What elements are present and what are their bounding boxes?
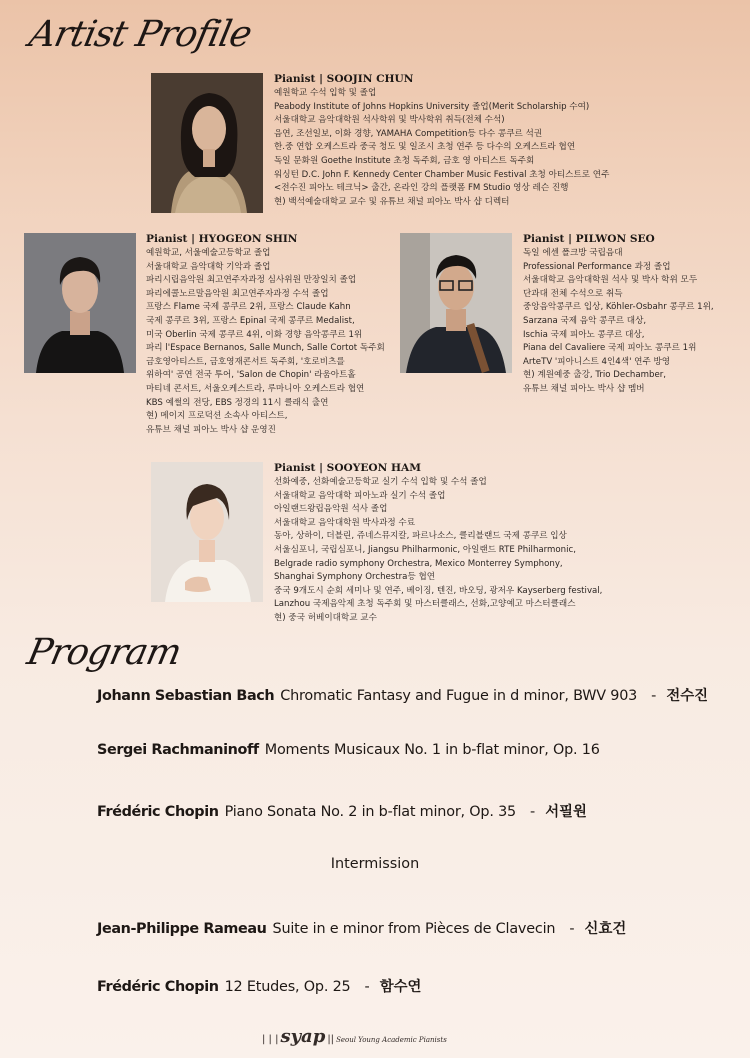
- bio-line: 현) 중국 허베이대학교 교수: [274, 612, 377, 623]
- bio-line: Piana del Cavaliere 국제 피아노 콩쿠르 1위: [523, 343, 697, 354]
- performer: 서필원: [545, 804, 587, 820]
- bio-sooyeon-ham: [274, 461, 602, 626]
- portrait-hyogeon-shin-icon: [24, 233, 136, 373]
- bio-line: 선화예중, 선화예술고등학교 실기 수석 입학 및 수석 졸업: [274, 477, 487, 487]
- bio-line: 현) 백석예술대학교 교수 및 유튜브 채널 피아노 박사 샵 디렉터: [274, 196, 510, 207]
- bio-line: KBS 예썰의 전당, EBS 정경의 11시 클래식 출연: [146, 397, 329, 408]
- work: Piano Sonata No. 2 in b-flat minor, Op. 35: [224, 804, 517, 820]
- dash: -: [651, 688, 657, 704]
- dash: -: [569, 921, 575, 937]
- footer-bar: ||: [327, 1034, 335, 1045]
- bio-line: 서울대학교 음악대학원 석사 및 박사 학위 모두: [523, 275, 698, 286]
- bio-line: 중국 9개도시 순회 세미나 및 연주, 베이징, 텐진, 바오딩, 광저우 Kayserberg festival,: [274, 585, 603, 596]
- bio-line: 현) 메이지 프로덕션 소속사 아티스트,: [146, 411, 288, 422]
- portrait-pilwon-seo-icon: [400, 233, 512, 373]
- bio-line: 아일랜드왕립음악원 석사 졸업: [274, 504, 388, 515]
- footer-tagline: Seoul Young Academic Pianists: [336, 1036, 447, 1044]
- composer: Johann Sebastian Bach: [97, 688, 275, 704]
- dash: -: [530, 804, 536, 820]
- bio-line: Lanzhou 국제음악제 초청 독주회 및 마스터클래스, 선화,고양예고 마스터클래스: [274, 599, 576, 610]
- bio-line: 서울심포니, 국립심포니, Jiangsu Philharmonic, 아일랜드 RTE Philharmonic,: [274, 544, 576, 555]
- bio-line: 미국 Oberlin 국제 콩쿠르 4위, 이화 경향 음악콩쿠르 1위: [146, 329, 363, 340]
- bio-line: 파리 l'Espace Bernanos, Salle Munch, Salle Cortot 독주회: [146, 343, 385, 354]
- bio-line: 한.중 연합 오케스트라 중국 청도 및 일조시 초청 연주 등 다수의 오케스트라 협연: [274, 142, 576, 153]
- bio-line: Professional Performance 과정 졸업: [523, 261, 671, 272]
- bio-line: 유튜브 채널 피아노 박사 샵 운영진: [146, 424, 276, 435]
- program-item: [97, 975, 421, 996]
- performer: 전수진: [666, 688, 709, 704]
- composer: Jean-Philippe Rameau: [97, 921, 267, 937]
- work: 12 Etudes, Op. 25: [224, 979, 351, 995]
- work: Suite in e minor from Pièces de Clavecin: [272, 921, 556, 937]
- composer: Frédéric Chopin: [97, 979, 219, 995]
- performer: 함수연: [379, 979, 422, 995]
- bio-line: Peabody Institute of Johns Hopkins University 졸업(Merit Scholarship 수여): [274, 101, 590, 112]
- bio-hyogeon-shin: [146, 232, 385, 437]
- program-item: [97, 800, 587, 821]
- bio-line: 독일 에센 폴크방 국립음대: [523, 248, 623, 258]
- bio-line: Sarzana 국제 음악 콩쿠르 대상,: [523, 315, 647, 326]
- bio-line: 국제 콩쿠르 3위, 프랑스 Epinal 국제 콩쿠르 Medalist,: [146, 315, 355, 326]
- footer: [262, 1026, 447, 1047]
- bio-line: 음연, 조선일보, 이화 경향, YAMAHA Competition등 다수 콩쿠르 석권: [274, 128, 543, 139]
- work: Chromatic Fantasy and Fugue in d minor, BWV 903: [280, 688, 638, 704]
- bio-line: 서울대학교 음악대학원 박사과정 수료: [274, 517, 416, 528]
- footer-bars: | | |: [262, 1034, 279, 1045]
- bio-line: Belgrade radio symphony Orchestra, Mexico Monterrey Symphony,: [274, 558, 563, 569]
- bio-line: 서울대학교 음악대학 기악과 졸업: [146, 261, 271, 272]
- bio-line: 예원학교 수석 입학 및 졸업: [274, 88, 377, 98]
- performer: 신효건: [584, 921, 627, 937]
- bio-line: 유튜브 채널 피아노 박사 샵 멤버: [523, 383, 645, 394]
- bio-soojin-chun: [274, 72, 609, 209]
- bio-line: 서울대학교 음악대학 피아노과 실기 수석 졸업: [274, 490, 446, 501]
- bio-line: 독일 문화원 Goethe Institute 초청 독주회, 금호 영 아티스트 독주회: [274, 155, 535, 166]
- artist-profile-heading: Artist Profile: [25, 14, 255, 55]
- bio-line: 금호영아티스트, 금호영재콘서트 독주회, '호로비츠를: [146, 356, 345, 367]
- bio-line: 파리에콜노르말음악원 최고연주자과정 수석 졸업: [146, 288, 329, 299]
- portrait-soojin-chun-icon: [151, 73, 263, 213]
- bio-line: 위하여' 공연 전국 투어, 'Salon de Chopin' 라움아트홀: [146, 370, 356, 381]
- bio-line: ArteTV '피아니스트 4인4색' 연주 방영: [523, 356, 671, 367]
- program-item: [97, 917, 626, 938]
- bio-line: 서울대학교 음악대학원 석사학위 및 박사학위 취득(전체 수석): [274, 115, 505, 126]
- bio-line: 예원학교, 서울예술고등학교 졸업: [146, 248, 271, 258]
- intermission-label: Intermission: [330, 856, 420, 872]
- program-item: [97, 742, 600, 758]
- bio-line: 동아, 상하이, 더블린, 쥬네스뮤지칼, 파르나소스, 클리블랜드 국제 콩쿠르 입상: [274, 531, 567, 542]
- bio-line: 마티네 콘서트, 서울오케스트라, 루마니아 오케스트라 협연: [146, 383, 365, 394]
- dash: -: [364, 979, 370, 995]
- bio-line: 프랑스 Flame 국제 콩쿠르 2위, 프랑스 Claude Kahn: [146, 302, 351, 313]
- artist-name: Pianist | SOOYEON HAM: [274, 462, 421, 474]
- bio-line: Ischia 국제 피아노 콩쿠르 대상,: [523, 329, 645, 340]
- bio-line: 단과대 전체 수석으로 취득: [523, 288, 623, 299]
- bio-line: 현) 계원예중 출강, Trio Dechamber,: [523, 370, 667, 381]
- program-item: [97, 684, 708, 705]
- bio-pilwon-seo: [523, 232, 714, 397]
- portrait-sooyeon-ham-icon: [151, 462, 263, 602]
- artist-name: Pianist | PILWON SEO: [523, 233, 655, 245]
- bio-line: <전수진 피아노 테크닉> 출간, 온라인 강의 플랫폼 FM Studio 영상 레슨 진행: [274, 183, 569, 194]
- composer: Sergei Rachmaninoff: [97, 742, 259, 758]
- syap-logo: syap: [280, 1026, 326, 1047]
- bio-line: 파리시립음악원 최고연주자과정 심사위원 만장일치 졸업: [146, 275, 357, 286]
- bio-line: Shanghai Symphony Orchestra등 협연: [274, 572, 436, 583]
- artist-name: Pianist | SOOJIN CHUN: [274, 73, 414, 85]
- work: Moments Musicaux No. 1 in b-flat minor, Op. 16: [264, 742, 600, 758]
- bio-line: 중앙음악콩쿠르 입상, Köhler-Osbahr 콩쿠르 1위,: [523, 302, 714, 313]
- composer: Frédéric Chopin: [97, 804, 219, 820]
- bio-line: 워싱턴 D.C. John F. Kennedy Center Chamber Music Festival 초청 아티스트로 연주: [274, 169, 610, 180]
- program-heading: Program: [23, 632, 185, 673]
- artist-name: Pianist | HYOGEON SHIN: [146, 233, 298, 245]
